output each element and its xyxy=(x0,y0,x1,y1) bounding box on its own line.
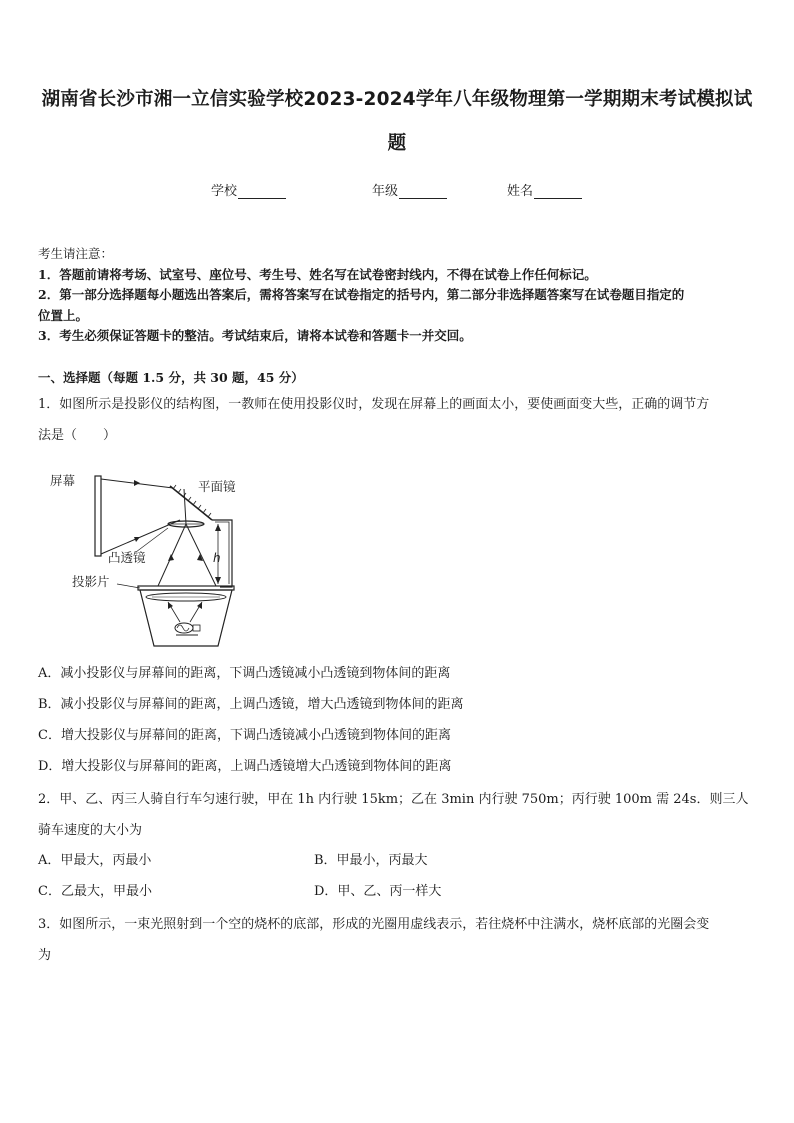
page-title xyxy=(30,78,764,166)
notes-header: 考生请注意： xyxy=(38,246,114,261)
screen-label: 屏幕 xyxy=(50,473,76,488)
question-3-line-1: 3．如图所示，一束光照射到一个空的烧杯的底部，形成的光圈用虚线表示，若往烧杯中注满水，烧杯底部的光圈会变 xyxy=(38,917,710,932)
note-item: 1．答题前请将考场、试室号、座位号、考生号、姓名写在试卷密封线内，不得在试卷上作任何标记。 xyxy=(38,266,597,282)
section-title: 一、选择题（每题 1.5 分，共 30 题，45 分） xyxy=(38,370,304,385)
lamp-shape xyxy=(175,623,193,633)
question-1-line-2: 法是（ ） xyxy=(38,428,117,443)
q1-option-c[interactable]: C．增大投影仪与屏幕间的距离，下调凸透镜减小凸透镜到物体间的距离 xyxy=(38,728,451,743)
q2-option-c[interactable]: C．乙最大，甲最小 xyxy=(38,884,152,899)
slide-label: 投影片 xyxy=(72,574,110,589)
question-2-line-1: 2．甲、乙、丙三人骑自行车匀速行驶，甲在 1h 内行驶 15km；乙在 3min 内行驶 750m；丙行驶 100m 需 24s．则三人 xyxy=(38,792,749,807)
note-item: 位置上。 xyxy=(38,307,89,323)
grade-field[interactable] xyxy=(372,180,447,199)
question-3 xyxy=(38,909,760,971)
q1-option-b[interactable]: B．减小投影仪与屏幕间的距离，上调凸透镜，增大凸透镜到物体间的距离 xyxy=(38,697,464,712)
q2-option-a[interactable]: A．甲最大，丙最小 xyxy=(38,853,152,868)
projector-box xyxy=(140,590,232,646)
q1-option-d[interactable]: D．增大投影仪与屏幕间的距离，上调凸透镜增大凸透镜到物体间的距离 xyxy=(38,759,452,774)
school-blank[interactable] xyxy=(238,184,286,199)
q1-option-a[interactable]: A．减小投影仪与屏幕间的距离，下调凸透镜减小凸透镜到物体间的距离 xyxy=(38,666,451,681)
screen-shape xyxy=(95,476,101,556)
mirror-label: 平面镜 xyxy=(198,479,236,494)
name-field[interactable] xyxy=(507,180,582,199)
projector-diagram xyxy=(40,462,250,652)
grade-blank[interactable] xyxy=(399,184,447,199)
lens-label: 凸透镜 xyxy=(108,550,146,565)
school-field[interactable] xyxy=(211,180,286,199)
title-line-2: 题 xyxy=(387,133,407,154)
question-3-line-2: 为 xyxy=(38,948,52,963)
school-label: 学校 xyxy=(211,184,238,199)
name-blank[interactable] xyxy=(534,184,582,199)
grade-label: 年级 xyxy=(372,184,399,199)
question-2-line-2: 骑车速度的大小为 xyxy=(38,823,143,838)
question-1 xyxy=(38,389,760,451)
h-label: h xyxy=(213,551,221,565)
q2-option-b[interactable]: B．甲最小，丙最大 xyxy=(314,853,428,868)
question-2 xyxy=(38,784,760,846)
exam-notes xyxy=(38,244,762,347)
title-line-1: 湖南省长沙市湘一立信实验学校2023-2024学年八年级物理第一学期期末考试模拟试 xyxy=(41,89,753,110)
note-item: 2．第一部分选择题每小题选出答案后，需将答案写在试卷指定的括号内，第二部分非选择题答案写在试卷题目指定的 xyxy=(38,287,685,302)
q2-option-d[interactable]: D．甲、乙、丙一样大 xyxy=(314,884,442,899)
question-1-line-1: 1．如图所示是投影仪的结构图，一教师在使用投影仪时，发现在屏幕上的画面太小，要使画面变大些，正确的调节方 xyxy=(38,397,710,412)
name-label: 姓名 xyxy=(507,184,534,199)
note-item: 3．考生必须保证答题卡的整洁。考试结束后，请将本试卷和答题卡一并交回。 xyxy=(38,328,472,343)
